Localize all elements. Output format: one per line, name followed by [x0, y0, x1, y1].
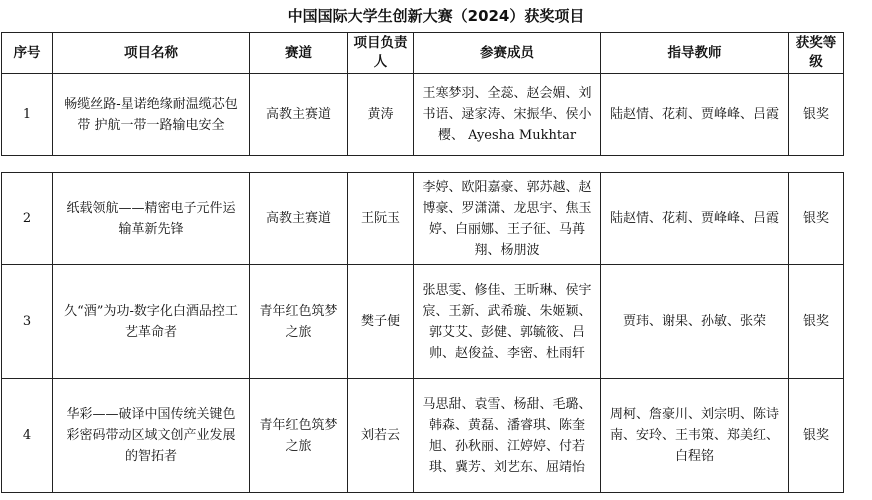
row-track: 高教主赛道 — [250, 173, 348, 265]
row-project-name: 久“酒”为功-数字化白酒品控工艺革命者 — [53, 265, 250, 379]
row-award: 银奖 — [789, 379, 844, 493]
row-members: 王寒梦羽、全蕊、赵会媚、刘书语、逯家涛、宋振华、侯小樱、 Ayesha Mukhtar — [414, 74, 601, 156]
row-advisors: 陆赵情、花莉、贾峰峰、吕霞 — [601, 173, 789, 265]
awards-table-bottom — [1, 172, 844, 493]
row-award: 银奖 — [789, 265, 844, 379]
header-no: 序号 — [2, 33, 53, 74]
row-lead: 樊子便 — [348, 265, 414, 379]
row-project-name: 畅缆丝路-星诺绝缘耐温缆芯包带 护航一带一路输电安全 — [53, 74, 250, 156]
row-members: 李婷、欧阳嘉豪、郭苏越、赵博豪、罗潇潇、龙思宇、焦玉婷、白丽娜、王子征、马苒翔、杨朋波 — [414, 173, 601, 265]
row-advisors: 陆赵情、花莉、贾峰峰、吕霞 — [601, 74, 789, 156]
header-members: 参赛成员 — [414, 33, 601, 74]
table-header-row — [2, 33, 844, 74]
header-name: 项目名称 — [53, 33, 250, 74]
row-lead: 黄涛 — [348, 74, 414, 156]
row-members: 张思雯、修佳、王昕琳、侯宇宸、王新、武希璇、朱姬颖、郭艾艾、彭健、郭毓筱、吕帅、赵俊益、李密、杜雨轩 — [414, 265, 601, 379]
row-members: 马思甜、袁雪、杨甜、毛璐、韩森、黄磊、潘睿琪、陈奎旭、孙秋丽、江婷婷、付若琪、冀芳、刘艺东、屈靖怡 — [414, 379, 601, 493]
awards-table-top — [1, 32, 844, 156]
header-award: 获奖等级 — [789, 33, 844, 74]
row-no: 1 — [2, 74, 53, 156]
row-track: 青年红色筑梦之旅 — [250, 265, 348, 379]
row-award: 银奖 — [789, 173, 844, 265]
row-no: 2 — [2, 173, 53, 265]
table-row — [2, 74, 844, 156]
table-row — [2, 379, 844, 493]
table-row — [2, 173, 844, 265]
header-lead: 项目负责人 — [348, 33, 414, 74]
row-track: 青年红色筑梦之旅 — [250, 379, 348, 493]
row-project-name: 纸载领航——精密电子元件运输革新先锋 — [53, 173, 250, 265]
row-award: 银奖 — [789, 74, 844, 156]
row-track: 高教主赛道 — [250, 74, 348, 156]
row-lead: 王阮玉 — [348, 173, 414, 265]
row-no: 3 — [2, 265, 53, 379]
row-project-name: 华彩——破译中国传统关键色彩密码带动区域文创产业发展的智拓者 — [53, 379, 250, 493]
page-title: 中国国际大学生创新大赛（2024）获奖项目 — [287, 7, 585, 25]
row-advisors: 周柯、詹豪川、刘宗明、陈诗南、安玲、王韦策、郑美红、白程铭 — [601, 379, 789, 493]
row-lead: 刘若云 — [348, 379, 414, 493]
table-row — [2, 265, 844, 379]
row-no: 4 — [2, 379, 53, 493]
header-advisors: 指导教师 — [601, 33, 789, 74]
row-advisors: 贾玮、谢果、孙敏、张荣 — [601, 265, 789, 379]
header-track: 赛道 — [250, 33, 348, 74]
